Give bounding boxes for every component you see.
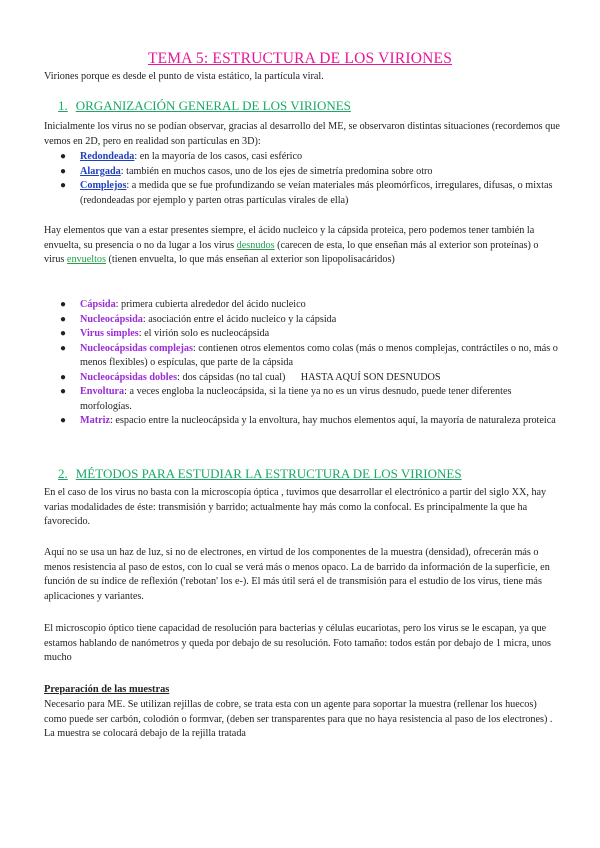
list-item <box>44 371 560 386</box>
section-1-heading <box>58 98 351 114</box>
bullet-icon: ● <box>60 299 67 310</box>
section-2-number: 2. <box>58 466 68 481</box>
section-2-paragraph-2: Aquí no se usa un haz de luz, si no de electrones, en virtud de los componentes de la muestra (densidad), ofrecerán más o menos resistencia al paso de estos, con lo cual se verá más o menos opaco. La de barrido da información de la superficie, en función de su índice de reflexión ('rebotan' los e-). El más útil será el de transmisión para el estudio de los virus, tiene más aplicaciones y variantes. <box>44 547 550 602</box>
component-description: : a veces engloba la nucleocápsida, si la tiene ya no es un virus desnudo, puede tener diferentes morfologías. <box>80 386 512 412</box>
shape-list <box>44 150 560 208</box>
list-item <box>44 327 560 342</box>
shape-description: : en la mayoría de los casos, casi esférico <box>134 151 303 162</box>
component-description: : dos cápsidas (no tal cual) HASTA AQUÍ SON DESNUDOS <box>177 371 441 383</box>
list-item <box>44 179 560 208</box>
intro-paragraph: Viriones porque es desde el punto de vista estático, la partícula viral. <box>44 71 324 82</box>
section-2-paragraph-4: Necesario para ME. Se utilizan rejillas de cobre, se trata esta con un agente para soportar la muestra (rellenar los huecos) como puede ser carbón, colodión o formvar, (deben ser transparentes para que no haya resistencia al paso de los electrones) . La muestra se colocará debajo de la rejilla tratada <box>44 699 553 739</box>
bullet-icon: ● <box>60 328 67 339</box>
section-2-paragraph-3: El microscopio óptico tiene capacidad de resolución para bacterias y células eucariotas, pero los virus se le escapan, ya que estamos hablando de nanómetros y queda por debajo de su resolución. Foto tamaño: todos están por debajo de 1 micra, unos mucho <box>44 623 551 663</box>
list-item <box>44 298 560 313</box>
envueltos-link[interactable]: envueltos <box>66 254 106 265</box>
component-term: Nucleocápsida <box>80 313 143 325</box>
shape-term: Complejos <box>80 180 127 191</box>
bullet-icon: ● <box>60 180 67 191</box>
shape-description: : a medida que se fue profundizando se veían materiales más pleomórficos, irregulares, difusas, o mixtas (redondeadas por ejemplo y parten otras partículas virales de ella) <box>80 180 553 206</box>
bullet-icon: ● <box>60 371 67 383</box>
document-title: TEMA 5: ESTRUCTURA DE LOS VIRIONES <box>147 50 453 67</box>
list-item <box>44 313 560 328</box>
section-2-paragraph-1: En el caso de los virus no basta con la microscopía óptica , tuvimos que desarrollar el electrónico a partir del siglo XX, hay varias modalidades de éste: transmisión y barrido; actualmente hay más como la confocal. Es principalmente la que ha favorecido. <box>44 487 547 527</box>
shape-term: Redondeada <box>80 151 135 162</box>
shape-description: : también en muchos casos, uno de los ejes de simetría predomina sobre otro <box>120 165 433 177</box>
bullet-icon: ● <box>60 386 67 397</box>
paragraph-text: (tienen envuelta, lo que más enseñan al exterior son lipopolisacáridos) <box>105 254 395 265</box>
component-term: Matriz <box>80 415 110 426</box>
list-item <box>44 385 560 414</box>
list-item <box>44 150 560 165</box>
section-1-title: ORGANIZACIÓN GENERAL DE LOS VIRIONES <box>75 98 351 113</box>
subheading-sample-preparation: Preparación de las muestras <box>44 684 170 695</box>
component-description: : contienen otros elementos como colas (más o menos complejas, contráctiles o no, más o menos flexibles) o espículas, que parte de la cápsida <box>80 342 558 368</box>
list-item <box>44 165 560 180</box>
section-1-paragraph-2 <box>44 224 560 268</box>
shape-term: Alargada <box>80 165 121 177</box>
bullet-icon: ● <box>60 165 67 177</box>
component-description: : asociación entre el ácido nucleico y la cápsida <box>142 313 337 325</box>
paragraph-text: Hay elementos que van a estar presentes siempre, el ácido nucleico y la cápsida proteica, pero podemos tener también la envuelta, su presencia o no da lugar a los virus <box>44 225 535 251</box>
bullet-icon: ● <box>60 415 67 426</box>
section-2-heading <box>58 466 462 482</box>
component-description: : el virión solo es nucleocápsida <box>138 328 270 339</box>
component-term: Cápsida <box>80 299 116 310</box>
desnudos-link[interactable]: desnudos <box>236 239 275 251</box>
section-2-title: MÉTODOS PARA ESTUDIAR LA ESTRUCTURA DE LOS VIRIONES <box>75 466 462 481</box>
section-1-number: 1. <box>58 98 68 113</box>
bullet-icon: ● <box>60 151 67 162</box>
component-description: : espacio entre la nucleocápsida y la envoltura, hay muchos elementos aquí, la mayoría de naturaleza proteica <box>109 415 556 426</box>
component-term: Nucleocápsidas dobles <box>80 371 178 383</box>
component-term: Envoltura <box>80 386 125 397</box>
section-1-paragraph-1: Inicialmente los virus no se podían observar, gracias al desarrollo del ME, se observaron distintas situaciones (recordemos que vemos en 2D, pero en realidad son partículas en 3D): <box>44 121 560 147</box>
list-item <box>44 342 560 371</box>
bullet-icon: ● <box>60 313 67 325</box>
list-item <box>44 414 560 429</box>
component-term: Virus simples <box>80 328 139 339</box>
bullet-icon: ● <box>60 342 67 354</box>
paragraph-text: (carecen de esta, lo que enseñan más al exterior son proteínas) o virus <box>44 239 539 265</box>
component-list <box>44 298 560 429</box>
component-description: : primera cubierta alrededor del ácido nucleico <box>115 299 306 310</box>
component-term: Nucleocápsidas complejas <box>80 342 193 354</box>
